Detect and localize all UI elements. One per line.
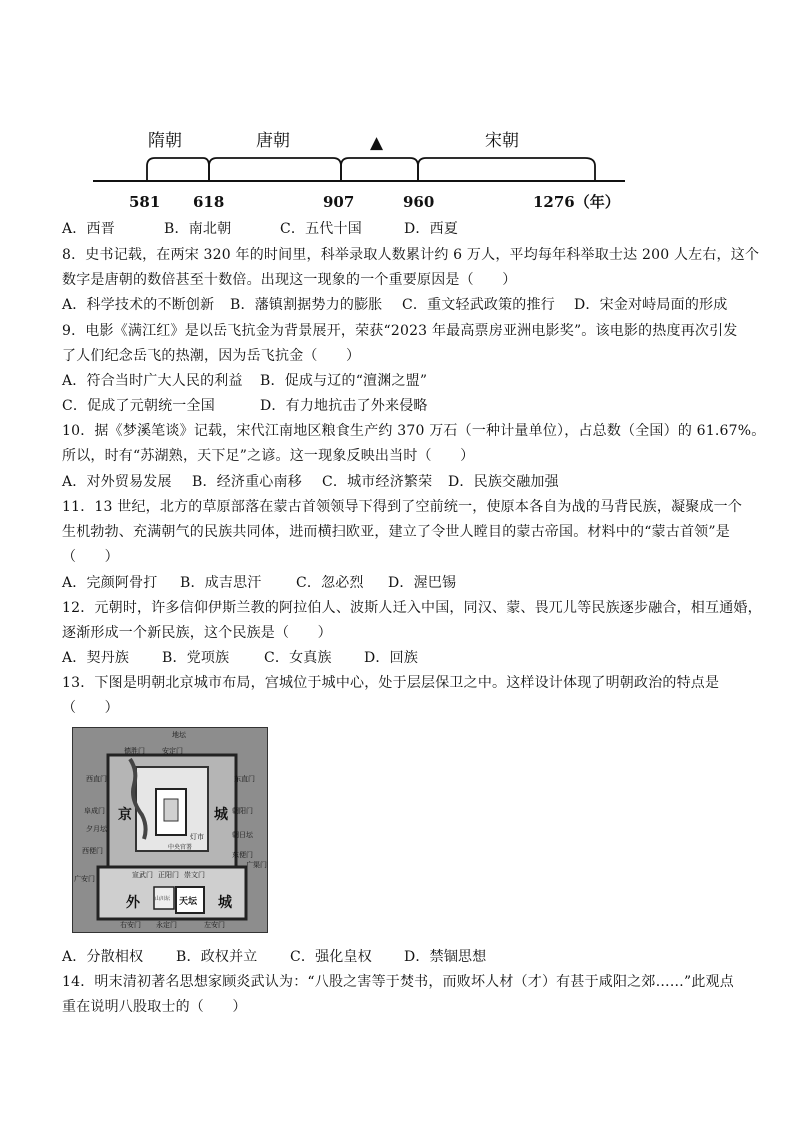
map-dengshi: 灯市 xyxy=(190,833,204,841)
q13-option-d[interactable]: D．禁锢思想 xyxy=(404,949,487,965)
q8-options xyxy=(62,295,727,315)
map-jing: 京 xyxy=(118,807,132,823)
q12-option-a[interactable]: A．契丹族 xyxy=(62,650,130,666)
year-581: 581 xyxy=(129,193,161,211)
q12-stem-line1: 12．元朝时，许多信仰伊斯兰教的阿拉伯人、波斯人迁入中国，同汉、蒙、畏兀儿等民族逐步融合，相互通婚， xyxy=(62,600,762,616)
q13-option-c[interactable]: C．强化皇权 xyxy=(290,949,372,965)
q11-option-b[interactable]: B．成吉思汗 xyxy=(180,575,262,591)
ming-beijing-map xyxy=(72,727,268,933)
q10-stem-line1: 10．据《梦溪笔谈》记载，宋代江南地区粮食生产约 370 万石（一种计量单位），占总数（全国）的 61.67%。 xyxy=(62,423,766,439)
q11-stem-line2: 生机勃勃、充满朝气的民族共同体，进而横扫欧亚，建立了令世人瞠目的蒙古帝国。材料中的“蒙古首领”是 xyxy=(62,524,730,540)
q11-options xyxy=(62,573,456,593)
q9-stem-line2: 了人们纪念岳飞的热潮，因为岳飞抗金（ ） xyxy=(62,348,361,364)
map-xuanwu: 宣武门 xyxy=(132,871,153,879)
q12-option-b[interactable]: B．党项族 xyxy=(162,650,230,666)
q12-option-d[interactable]: D．回族 xyxy=(364,650,419,666)
wudai-bracket xyxy=(341,158,418,181)
q7-option-c[interactable]: C．五代十国 xyxy=(280,221,362,237)
sui-bracket xyxy=(147,158,209,181)
map-yueri: 夕月坛 xyxy=(86,825,107,833)
map-chaori: 朝日坛 xyxy=(232,831,253,839)
q9-options-row2 xyxy=(62,396,428,416)
q10-options xyxy=(62,472,559,492)
q10-option-b[interactable]: B．经济重心南移 xyxy=(192,474,302,490)
q13-option-a[interactable]: A．分散相权 xyxy=(62,949,144,965)
map-ditan: 地坛 xyxy=(172,731,186,739)
map-chaoyang: 朝阳门 xyxy=(232,807,253,815)
year-907: 907 xyxy=(323,193,355,211)
q13-option-b[interactable]: B．政权并立 xyxy=(176,949,258,965)
q14-stem-line1: 14．明末清初著名思想家顾炎武认为：“八股之害等于焚书，而败坏人材（才）有甚于咸阳之郊……”此观点 xyxy=(62,974,734,990)
q8-stem-line2: 数字是唐朝的数倍甚至十数倍。出现这一现象的一个重要原因是（ ） xyxy=(62,272,517,288)
map-shanchuan: 山川坛 xyxy=(155,896,171,902)
map-wai-cheng: 城 xyxy=(218,895,232,911)
map-dongzhi: 东直门 xyxy=(234,775,255,783)
q13-options xyxy=(62,947,486,967)
q13-stem-line1: 13．下图是明朝北京城市布局，宫城位于城中心，处于层层保卫之中。这样设计体现了明朝政治的特点是 xyxy=(62,675,720,691)
map-fucheng: 阜成门 xyxy=(84,807,105,815)
map-xibian: 西便门 xyxy=(82,847,103,855)
q10-stem-line2: 所以，时有“苏湖熟，天下足”之谚。这一现象反映出当时（ ） xyxy=(62,448,475,464)
map-tiantan: 天坛 xyxy=(179,897,198,907)
q11-option-d[interactable]: D．渥巴锡 xyxy=(388,575,457,591)
q7-option-a[interactable]: A．西晋 xyxy=(62,221,115,237)
map-xizhi: 西直门 xyxy=(86,775,107,783)
map-chongwen: 崇文门 xyxy=(184,871,205,879)
q9-option-c[interactable]: C．促成了元朝统一全国 xyxy=(62,398,215,414)
q11-option-a[interactable]: A．完颜阿骨打 xyxy=(62,575,158,591)
q8-stem-line1: 8．史书记载，在两宋 320 年的时间里，科举录取人数累计约 6 万人，平均每年科举取士达 200 人左右，这个 xyxy=(62,247,760,263)
q11-option-c[interactable]: C．忽必烈 xyxy=(296,575,364,591)
year-1276: 1276（年） xyxy=(533,193,620,211)
q8-option-b[interactable]: B．藩镇割据势力的膨胀 xyxy=(230,297,383,313)
q9-option-b[interactable]: B．促成与辽的“澶渊之盟” xyxy=(260,373,428,389)
label-marker: ▲ xyxy=(370,133,384,153)
map-zuoan: 左安门 xyxy=(204,921,225,929)
label-song: 宋朝 xyxy=(485,131,519,151)
dynasty-timeline xyxy=(85,118,645,218)
q7-options xyxy=(62,219,458,239)
q7-option-b[interactable]: B．南北朝 xyxy=(164,221,232,237)
tang-bracket xyxy=(209,158,341,181)
q9-stem-line1: 9．电影《满江红》是以岳飞抗金为背景展开，荣获“2023 年最高票房亚洲电影奖”。该电影的热度再次引发 xyxy=(62,323,738,339)
map-cheng: 城 xyxy=(214,807,228,823)
q12-stem-line2: 逐渐形成一个新民族，这个民族是（ ） xyxy=(62,625,332,641)
label-tang: 唐朝 xyxy=(256,131,290,151)
q9-option-d[interactable]: D．有力地抗击了外来侵略 xyxy=(260,398,428,414)
q8-option-d[interactable]: D．宋金对峙局面的形成 xyxy=(574,297,728,313)
palace-core xyxy=(164,799,178,821)
q11-stem-line1: 11．13 世纪，北方的草原部落在蒙古首领领导下得到了空前统一，使原本各自为战的马背民族，凝聚成一个 xyxy=(62,499,743,515)
q8-option-a[interactable]: A．科学技术的不断创新 xyxy=(62,297,215,313)
q10-option-a[interactable]: A．对外贸易发展 xyxy=(62,474,172,490)
year-618: 618 xyxy=(193,193,225,211)
map-yongding: 永定门 xyxy=(156,921,177,929)
map-zhongjun: 中央官署 xyxy=(168,844,193,851)
map-guangqu: 广渠门 xyxy=(246,861,267,869)
q8-option-c[interactable]: C．重文轻武政策的推行 xyxy=(402,297,555,313)
map-anding: 安定门 xyxy=(162,747,183,755)
q11-stem-line3: （ ） xyxy=(62,549,119,565)
label-sui: 隋朝 xyxy=(148,131,182,151)
q10-option-c[interactable]: C．城市经济繁荣 xyxy=(322,474,433,490)
map-desheng: 德胜门 xyxy=(124,747,145,755)
q10-option-d[interactable]: D．民族交融加强 xyxy=(448,474,559,490)
map-youan: 右安门 xyxy=(120,921,141,929)
q12-option-c[interactable]: C．女真族 xyxy=(264,650,332,666)
q7-option-d[interactable]: D．西夏 xyxy=(404,221,459,237)
map-zhengyang: 正阳门 xyxy=(158,871,179,879)
q9-options-row1 xyxy=(62,371,427,391)
q13-stem-line2: （ ） xyxy=(62,700,119,716)
map-dongbian: 东便门 xyxy=(232,851,253,859)
song-bracket xyxy=(418,158,595,181)
year-960: 960 xyxy=(403,193,435,211)
q14-stem-line2: 重在说明八股取士的（ ） xyxy=(62,999,247,1015)
q12-options xyxy=(62,648,418,668)
map-wai: 外 xyxy=(126,895,140,911)
map-guangan: 广安门 xyxy=(74,875,95,883)
q9-option-a[interactable]: A．符合当时广大人民的利益 xyxy=(62,373,243,389)
